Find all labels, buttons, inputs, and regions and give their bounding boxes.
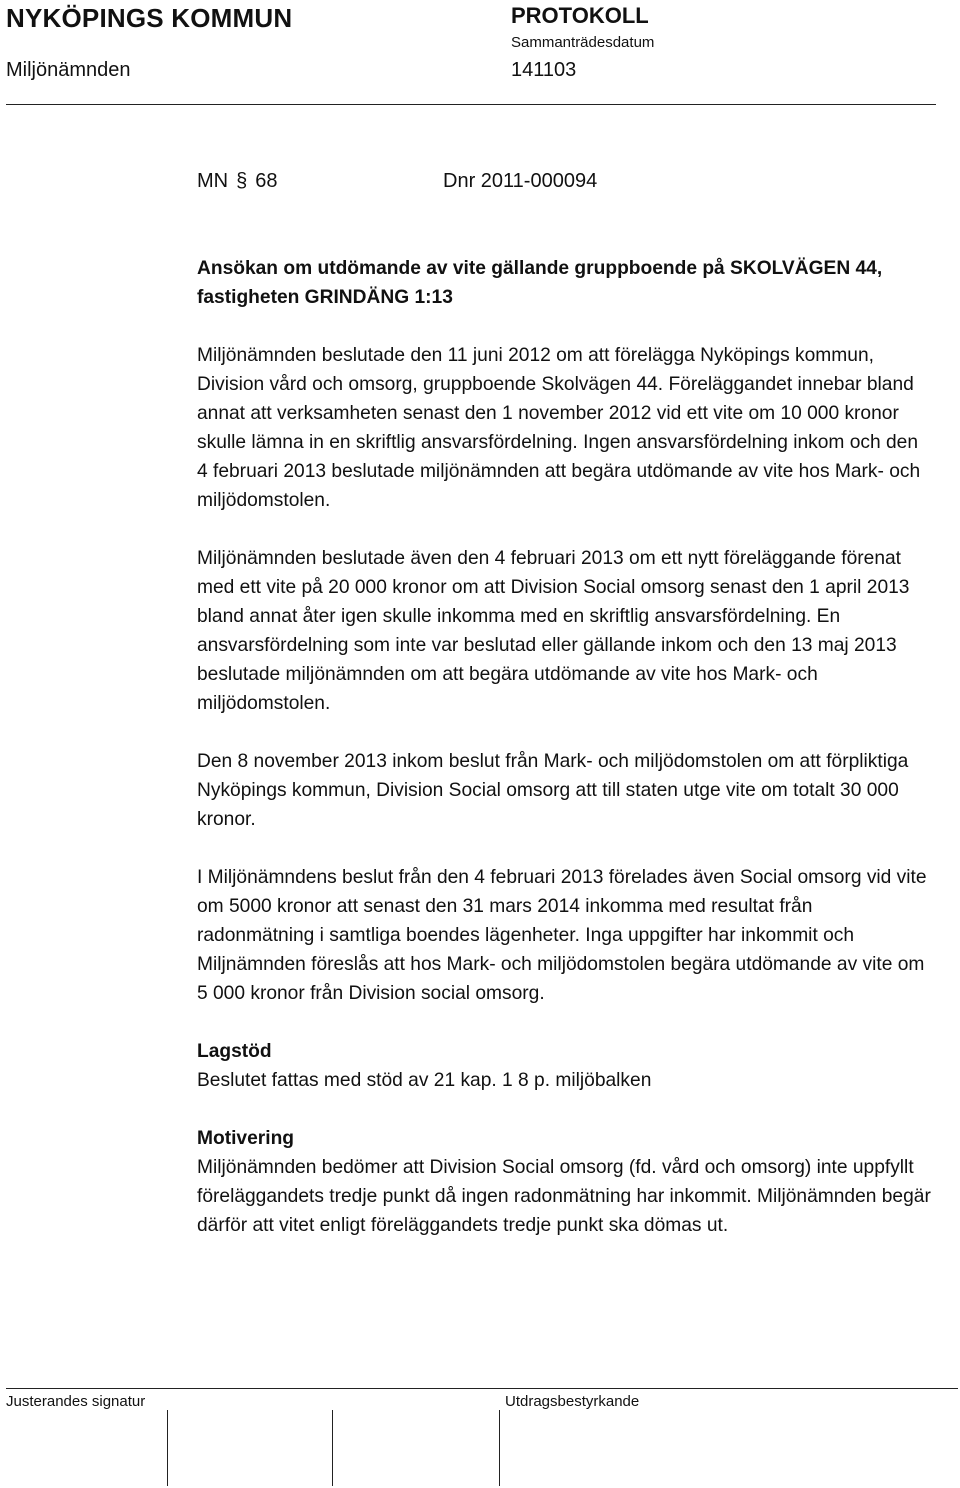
motivation-heading: Motivering: [197, 1128, 295, 1149]
body-paragraph-1: Miljönämnden beslutade den 11 juni 2012 om att förelägga Nyköpings kommun, Division vård och omsorg, gruppboende Skolvägen 44. Föreläggandet innebar bland annat att verksamheten senast den 1 november 2012 vid ett vite om 10 000 kronor skulle lämna in en skriftlig ansvarsfördelning. Ingen ansvarsfördelning inkom och den 4 februari 2013 beslutade miljönämnden att begära utdömande av vite hos Mark- och miljödomstolen.: [197, 345, 921, 511]
motivation-text: Miljönämnden bedömer att Division Social omsorg (fd. vård och omsorg) inte uppfyllt föreläggandets tredje punkt då ingen radonmätning har inkommit. Miljönämnden begär därför att vitet enligt föreläggandets tredje punkt ska dömas ut.: [197, 1157, 931, 1236]
signature-box-divider-3: [499, 1410, 500, 1486]
body-paragraph-2: Miljönämnden beslutade även den 4 februari 2013 om ett nytt föreläggande förenat med ett vite på 20 000 kronor om att Division Social omsorg senast den 1 april 2013 bland annat åter igen skulle inkomma med en skriftlig ansvarsfördelning. En ansvarsfördelning som inte var beslutad eller gällande inkom och den 13 maj 2013 beslutade miljönämnden om att begära utdömande av vite hos Mark- och miljödomstolen.: [197, 548, 910, 714]
case-paragraph: 68: [255, 170, 278, 192]
body-paragraph-4: I Miljönämndens beslut från den 4 februari 2013 förelades även Social omsorg vid vite om 5000 kronor att senast den 31 mars 2014 inkomma med resultat från radonmätning i samtliga boendes lägenheter. Inga uppgifter har inkommit och Miljnämnden föreslås att hos Mark- och miljödomstolen begära utdömande av vite om 5 000 kronor från Division social omsorg.: [197, 867, 927, 1004]
document-type: PROTOKOLL: [511, 3, 649, 28]
extract-label: Utdragsbestyrkande: [505, 1393, 640, 1410]
header-divider: [6, 104, 936, 105]
case-prefix: MN: [197, 170, 229, 192]
committee-name: Miljönämnden: [6, 59, 131, 81]
legal-basis-heading: Lagstöd: [197, 1041, 272, 1062]
case-line: [197, 170, 598, 193]
document-body: [197, 254, 932, 1240]
body-paragraph-3: Den 8 november 2013 inkom beslut från Mark- och miljödomstolen om att förpliktiga Nyköpings kommun, Division Social omsorg att till staten utge vite om totalt 30 000 kronor.: [197, 751, 909, 830]
document-title: Ansökan om utdömande av vite gällande gruppboende på SKOLVÄGEN 44, fastigheten GRINDÄNG 1:13: [197, 258, 883, 308]
legal-basis-text: Beslutet fattas med stöd av 21 kap. 1 8 p. miljöbalken: [197, 1070, 652, 1091]
case-dnr: Dnr 2011-000094: [443, 170, 598, 192]
meeting-date-label: Sammanträdesdatum: [511, 34, 655, 51]
signature-box-divider-1: [167, 1410, 168, 1486]
footer-divider: [6, 1388, 958, 1389]
organization-name: NYKÖPINGS KOMMUN: [6, 3, 293, 33]
signature-box-divider-2: [332, 1410, 333, 1486]
meeting-date: 141103: [511, 59, 577, 81]
section-symbol: §: [236, 170, 248, 192]
signature-label: Justerandes signatur: [6, 1393, 146, 1410]
